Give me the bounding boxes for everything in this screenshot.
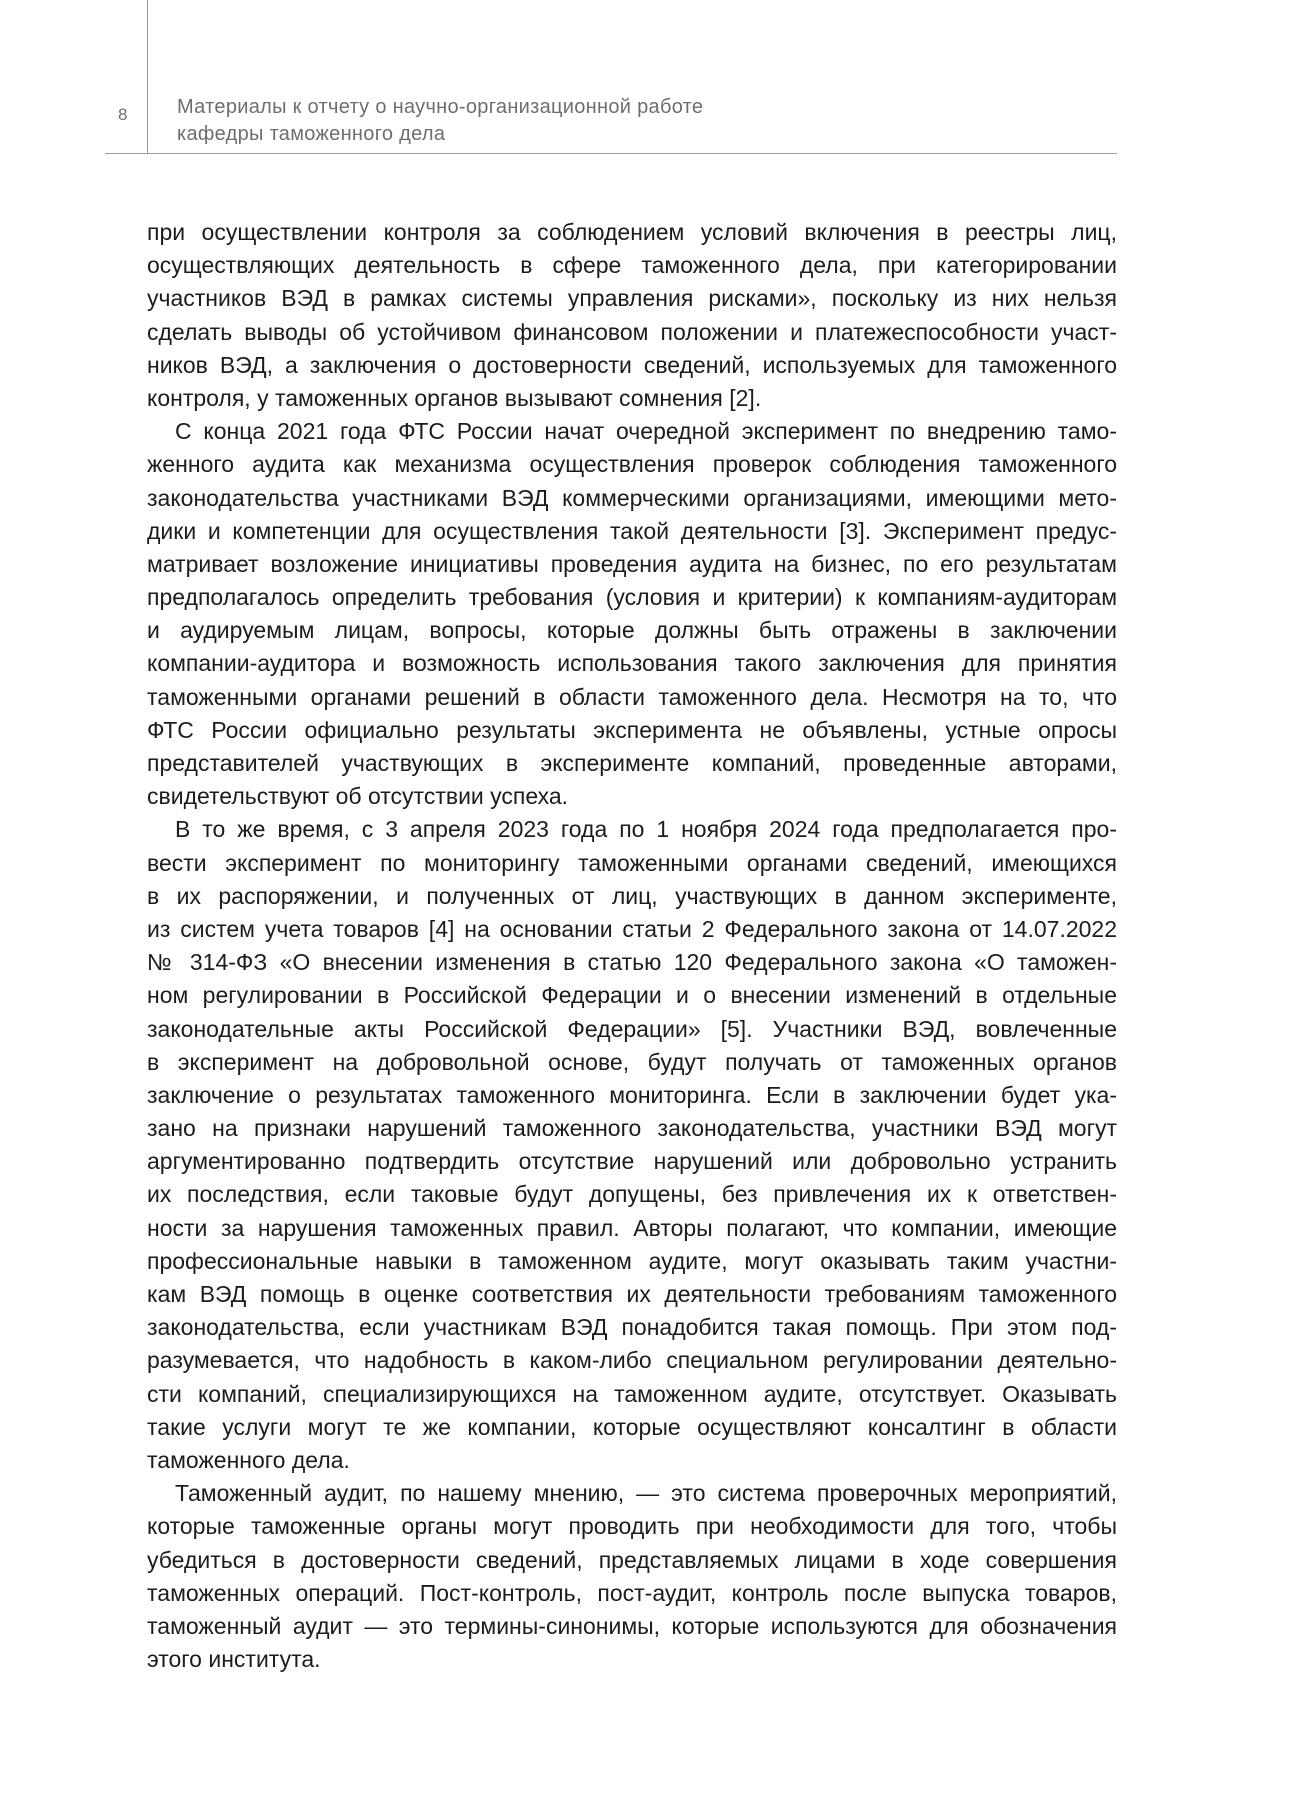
- paragraph-line: зано на признаки нарушений таможенного законодательства, участники ВЭД могут: [147, 1115, 1117, 1142]
- paragraph-line: таможенного дела.: [147, 1446, 350, 1473]
- paragraph-line: законодательства, если участникам ВЭД понадобится такая помощь. При этом под-: [147, 1314, 1117, 1341]
- paragraph-line: С конца 2021 года ФТС России начат очередной эксперимент по внедрению тамо-: [175, 418, 1117, 445]
- running-head-line-1: Материалы к отчету о научно-организационной работе: [177, 96, 704, 118]
- paragraph-line: профессиональные навыки в таможенном аудите, могут оказывать таким участни-: [147, 1247, 1117, 1274]
- paragraph-line: матривает возложение инициативы проведения аудита на бизнес, по его результатам: [147, 550, 1117, 577]
- paragraph-line: ности за нарушения таможенных правил. Авторы полагают, что компании, имеющие: [147, 1214, 1117, 1241]
- page-number: 8: [118, 105, 128, 124]
- header-horizontal-rule: [105, 153, 1117, 154]
- paragraph-line: в их распоряжении, и полученных от лиц, участвующих в данном эксперименте,: [147, 882, 1117, 909]
- running-head-line-2: кафедры таможенного дела: [177, 123, 446, 145]
- paragraph-line: этого института.: [147, 1646, 321, 1673]
- paragraph-line: ников ВЭД, а заключения о достоверности сведений, используемых для таможенного: [147, 351, 1117, 378]
- paragraph-line: контроля, у таможенных органов вызывают сомнения [2].: [147, 384, 762, 411]
- paragraph-line: сделать выводы об устойчивом финансовом положении и платежеспособности участ-: [147, 318, 1117, 345]
- paragraph-line: таможенными органами решений в области таможенного дела. Несмотря на то, что: [147, 683, 1117, 710]
- paragraph-line: В то же время, с 3 апреля 2023 года по 1 ноября 2024 года предполагается про-: [175, 816, 1117, 843]
- paragraph-line: разумевается, что надобность в каком-либо специальном регулировании деятельно-: [147, 1347, 1117, 1374]
- paragraph-line: участников ВЭД в рамках системы управления рисками», поскольку из них нельзя: [147, 285, 1117, 312]
- paragraph-line: таможенных операций. Пост-контроль, пост-аудит, контроль после выпуска товаров,: [147, 1579, 1117, 1606]
- paragraph-line: сти компаний, специализирующихся на таможенном аудите, отсутствует. Оказывать: [147, 1380, 1117, 1407]
- paragraph-line: убедиться в достоверности сведений, представляемых лицами в ходе совершения: [147, 1546, 1117, 1573]
- paragraph-2: [147, 415, 1117, 813]
- paragraph-line: такие услуги могут те же компании, которые осуществляют консалтинг в области: [147, 1413, 1117, 1440]
- paragraph-3: [147, 813, 1117, 1477]
- paragraph-1: [147, 216, 1117, 415]
- paragraph-line: кам ВЭД помощь в оценке соответствия их деятельности требованиям таможенного: [147, 1281, 1117, 1307]
- paragraph-line: № 314-ФЗ «О внесении изменения в статью 120 Федерального закона «О таможен-: [147, 949, 1117, 976]
- paragraph-line: предполагалось определить требования (условия и критерии) к компаниям-аудиторам: [147, 584, 1117, 611]
- paragraph-line: заключение о результатах таможенного мониторинга. Если в заключении будет ука-: [147, 1081, 1117, 1108]
- paragraph-line: Таможенный аудит, по нашему мнению, — это система проверочных мероприятий,: [175, 1480, 1117, 1507]
- header-vertical-rule: [147, 0, 148, 153]
- paragraph-line: таможенный аудит — это термины-синонимы, которые используются для обозначения: [147, 1612, 1117, 1639]
- paragraph-line: представителей участвующих в эксперименте компаний, проведенные авторами,: [147, 750, 1117, 776]
- body-text: [147, 216, 1117, 1676]
- paragraph-line: компании-аудитора и возможность использования такого заключения для принятия: [147, 650, 1117, 677]
- paragraph-line: их последствия, если таковые будут допущены, без привлечения их к ответствен-: [147, 1181, 1117, 1208]
- paragraph-line: женного аудита как механизма осуществления проверок соблюдения таможенного: [147, 451, 1117, 478]
- paragraph-line: вести эксперимент по мониторингу таможенными органами сведений, имеющихся: [147, 849, 1117, 876]
- paragraph-line: ФТС России официально результаты эксперимента не объявлены, устные опросы: [147, 716, 1117, 743]
- paragraph-line: законодательства участниками ВЭД коммерческими организациями, имеющими мето-: [147, 484, 1117, 511]
- paragraph-line: ном регулировании в Российской Федерации и о внесении изменений в отдельные: [147, 982, 1117, 1009]
- paragraph-line: и аудируемым лицам, вопросы, которые должны быть отражены в заключении: [147, 617, 1117, 644]
- paragraph-line: свидетельствуют об отсутствии успеха.: [147, 783, 569, 810]
- running-head: [177, 94, 1077, 148]
- paragraph-line: осуществляющих деятельность в сфере таможенного дела, при категорировании: [147, 252, 1117, 279]
- paragraph-4: [147, 1477, 1117, 1676]
- paragraph-line: дики и компетенции для осуществления такой деятельности [3]. Эксперимент предус-: [147, 517, 1117, 544]
- paragraph-line: которые таможенные органы могут проводить при необходимости для того, чтобы: [147, 1513, 1117, 1540]
- paragraph-line: законодательные акты Российской Федерации» [5]. Участники ВЭД, вовлеченные: [147, 1015, 1117, 1042]
- paragraph-line: при осуществлении контроля за соблюдением условий включения в реестры лиц,: [147, 219, 1117, 245]
- paragraph-line: в эксперимент на добровольной основе, будут получать от таможенных органов: [147, 1048, 1117, 1075]
- paragraph-line: аргументированно подтвердить отсутствие нарушений или добровольно устранить: [147, 1148, 1117, 1175]
- paragraph-line: из систем учета товаров [4] на основании статьи 2 Федерального закона от 14.07.2022: [147, 915, 1117, 942]
